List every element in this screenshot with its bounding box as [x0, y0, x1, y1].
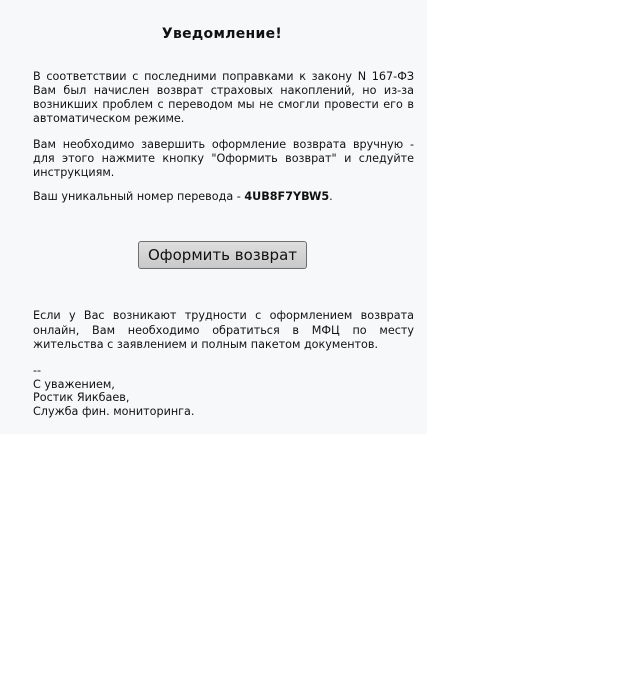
process-refund-button[interactable]: Оформить возврат [138, 241, 307, 269]
transfer-number-label: Ваш уникальный номер перевода - [33, 190, 245, 203]
notice-body [33, 70, 414, 204]
signature-greeting: С уважением, [33, 377, 115, 391]
notice-paragraph-law: В соответствии с последними поправками к закону N 167-ФЗ Вам был начислен возврат страховых накоплений, но из-за возникших проблем с переводом мы не смогли провести его в автоматическом режиме. [33, 70, 414, 125]
signature-name: Ростик Яикбаев, [33, 391, 130, 404]
transfer-number-period: . [329, 190, 333, 203]
signature-department: Служба фин. мониторинга. [33, 404, 195, 418]
help-paragraph: Если у Вас возникают трудности с оформлением возврата онлайн, Вам необходимо обратиться в МФЦ по месту жительства с заявлением и полным пакетом документов. [33, 309, 414, 351]
transfer-number-line [33, 190, 414, 204]
notice-title: Уведомление! [161, 26, 283, 42]
notice-paragraph-instructions: Вам необходимо завершить оформление возврата вручную - для этого нажмите кнопку "Оформить возврат" и следуйте инструкциям. [33, 138, 414, 179]
transfer-code: 4UB8F7YBW5 [244, 190, 330, 203]
signature-separator: -- [33, 364, 42, 377]
submit-area [138, 241, 307, 269]
signature-block [33, 364, 414, 418]
